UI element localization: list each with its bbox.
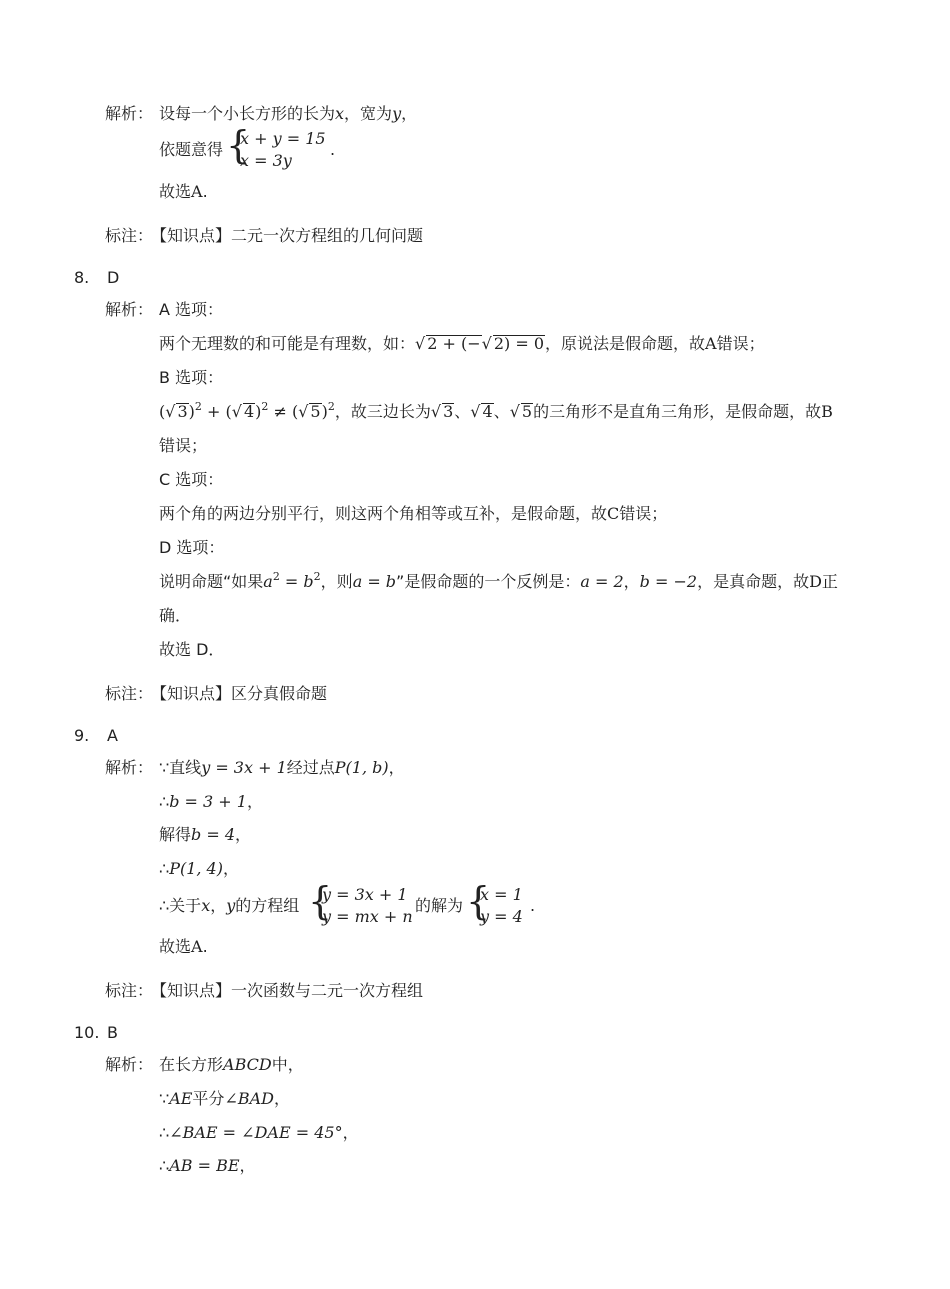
q9-line-5-suffix: . bbox=[530, 896, 536, 915]
q9-line-4: ∴P(1, 4)， bbox=[159, 859, 239, 878]
q8-a-heading: A 选项： bbox=[159, 300, 224, 319]
q8-b-line-2: 错误； bbox=[159, 436, 208, 455]
tag-label: 标注： bbox=[105, 981, 154, 1000]
q8-number: 8. bbox=[74, 268, 90, 287]
q9-solution-label: 的解为 bbox=[415, 896, 464, 915]
q8-a-line: 两个无理数的和可能是有理数，如：√ 2 + (−√ 2) = 0，原说法是假命题，故A错误； bbox=[159, 334, 765, 353]
q7-tag: 【知识点】二元一次方程组的几何问题 bbox=[151, 226, 424, 245]
q9-line-3: 解得b = 4， bbox=[159, 825, 252, 844]
tag-label: 标注： bbox=[105, 226, 154, 245]
left-brace: { bbox=[226, 123, 251, 167]
system-row-1: x = 1 bbox=[480, 885, 523, 904]
system-row-1: y = 3x + 1 bbox=[322, 885, 408, 904]
analysis-label: 解析： bbox=[105, 300, 154, 319]
analysis-label: 解析： bbox=[105, 758, 154, 777]
analysis-label: 解析： bbox=[105, 104, 154, 123]
q8-d-heading: D 选项： bbox=[159, 538, 225, 557]
system-row-1: x + y = 15 bbox=[240, 129, 326, 148]
q8-answer: D bbox=[107, 268, 120, 287]
system-row-2: y = mx + n bbox=[322, 907, 413, 926]
q8-b-heading: B 选项： bbox=[159, 368, 224, 387]
q7-line-1: 设每一个小长方形的长为x，宽为y， bbox=[159, 104, 418, 123]
q9-number: 9. bbox=[74, 726, 90, 745]
q8-final: 故选 D． bbox=[159, 640, 225, 659]
q10-line-1: 在长方形ABCD中， bbox=[159, 1055, 304, 1074]
q8-d-line-2: 确． bbox=[159, 606, 192, 625]
tag-label: 标注： bbox=[105, 684, 154, 703]
q10-answer: B bbox=[107, 1023, 118, 1042]
q10-line-2: ∵AE平分∠BAD， bbox=[159, 1089, 290, 1108]
q7-line-2-prefix: 依题意得 bbox=[159, 140, 224, 159]
q10-line-3: ∴∠BAE = ∠DAE = 45°， bbox=[159, 1123, 359, 1142]
q8-c-line: 两个角的两边分别平行，则这两个角相等或互补，是假命题，故C错误； bbox=[159, 504, 668, 523]
q8-c-heading: C 选项： bbox=[159, 470, 224, 489]
q9-tag: 【知识点】一次函数与二元一次方程组 bbox=[151, 981, 424, 1000]
q9-line-5-prefix: ∴关于x，y的方程组 bbox=[159, 896, 300, 915]
q7-line-2-suffix: . bbox=[330, 140, 336, 159]
q8-d-line-1: 说明命题“如果$a^2 = b^2$，则a = b”是假命题的一个反例是：a = 2，b = −2，是真命题，故D正 bbox=[159, 570, 838, 591]
q7-line-3: 故选A. bbox=[159, 182, 208, 201]
q9-final: 故选A. bbox=[159, 937, 208, 956]
q8-tag: 【知识点】区分真假命题 bbox=[151, 684, 328, 703]
left-brace: { bbox=[466, 879, 491, 923]
system-row-2: y = 4 bbox=[480, 907, 523, 926]
q10-number: 10. bbox=[74, 1023, 100, 1042]
q9-answer: A bbox=[107, 726, 118, 745]
analysis-label: 解析： bbox=[105, 1055, 154, 1074]
system-row-2: x = 3y bbox=[240, 151, 292, 170]
q9-line-1: ∵直线y = 3x + 1经过点P(1, b)， bbox=[159, 758, 405, 777]
q8-b-line-1: (√ 3)$^2$ + (√ 4)$^2$ ≠ (√ 5)$^2$，故三边长为√ 3、√ 4、√ 5的三角形不是直角三角形，是假命题，故B bbox=[159, 400, 833, 421]
left-brace: { bbox=[308, 879, 333, 923]
q9-line-2: ∴b = 3 + 1， bbox=[159, 792, 263, 811]
q10-line-4: ∴AB = BE， bbox=[159, 1156, 256, 1175]
